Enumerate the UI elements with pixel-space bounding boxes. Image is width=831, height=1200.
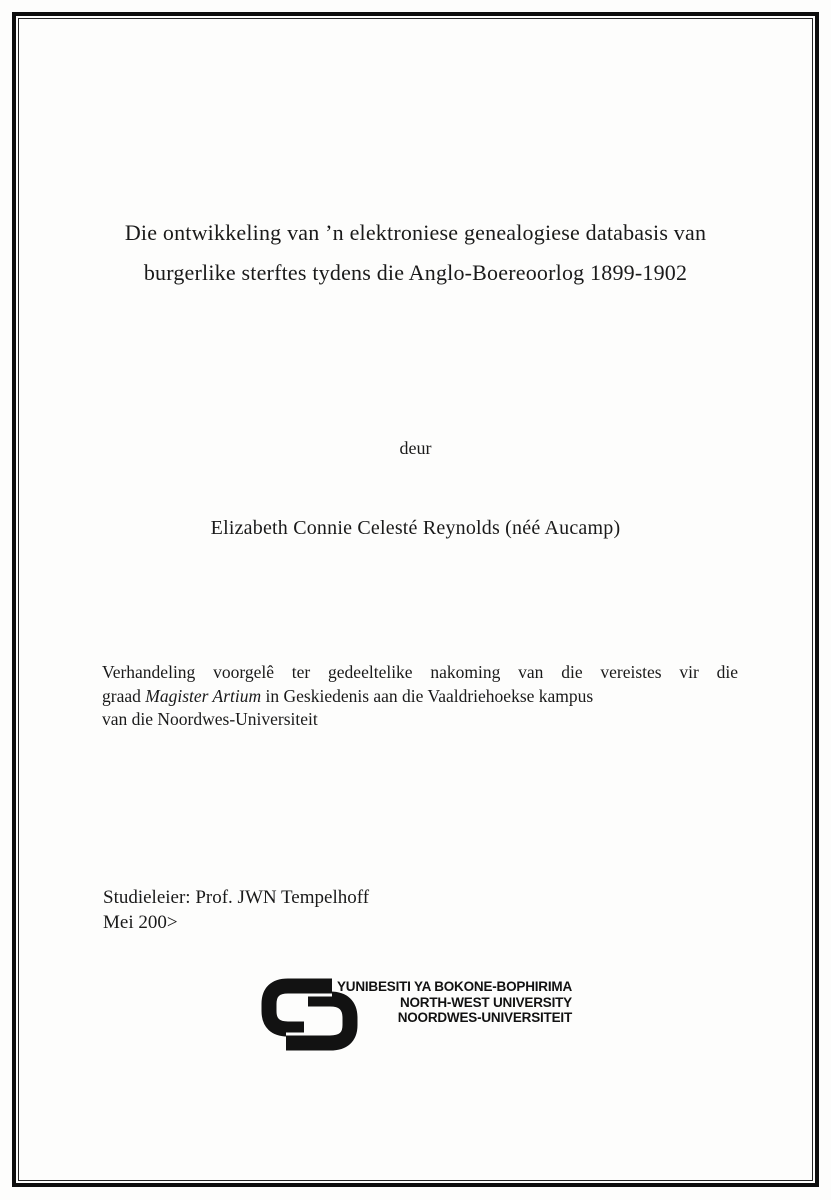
thesis-title bbox=[60, 213, 771, 293]
nwu-logo-line-english: NORTH-WEST UNIVERSITY bbox=[399, 994, 572, 1010]
thesis-statement-line-1: Verhandeling voorgelê ter gedeeltelike nakoming van die vereistes vir die bbox=[102, 662, 738, 682]
statement-degree-post: in Geskiedenis aan die Vaaldriehoekse kampus bbox=[261, 685, 594, 706]
supervisor-block bbox=[103, 885, 369, 935]
nwu-logo-line-afrikaans: NOORDWES-UNIVERSITEIT bbox=[397, 1010, 572, 1025]
statement-degree-name: Magister Artium bbox=[145, 685, 262, 706]
thesis-statement bbox=[102, 661, 738, 732]
thesis-title-line-2: burgerlike sterftes tydens die Anglo-Boereoorlog 1899-1902 bbox=[143, 260, 688, 285]
nwu-logo-line-setswana: YUNIBESITI YA BOKONE-BOPHIRIMA bbox=[336, 979, 572, 994]
author-name: Elizabeth Connie Celesté Reynolds (néé Aucamp) bbox=[210, 517, 621, 539]
thesis-statement-line-3: van die Noordwes-Universiteit bbox=[102, 709, 318, 729]
supervisor-line: Studieleier: Prof. JWN Tempelhoff bbox=[103, 887, 370, 908]
nwu-logo bbox=[258, 973, 578, 1058]
statement-degree-pre: graad bbox=[102, 685, 146, 706]
thesis-statement-line-2 bbox=[102, 685, 738, 709]
byline-label: deur bbox=[399, 438, 432, 458]
date-line: Mei 200> bbox=[103, 912, 178, 933]
nwu-logo-text bbox=[318, 979, 572, 1026]
thesis-title-line-1: Die ontwikkeling van ’n elektroniese genealogiese databasis van bbox=[124, 220, 707, 245]
